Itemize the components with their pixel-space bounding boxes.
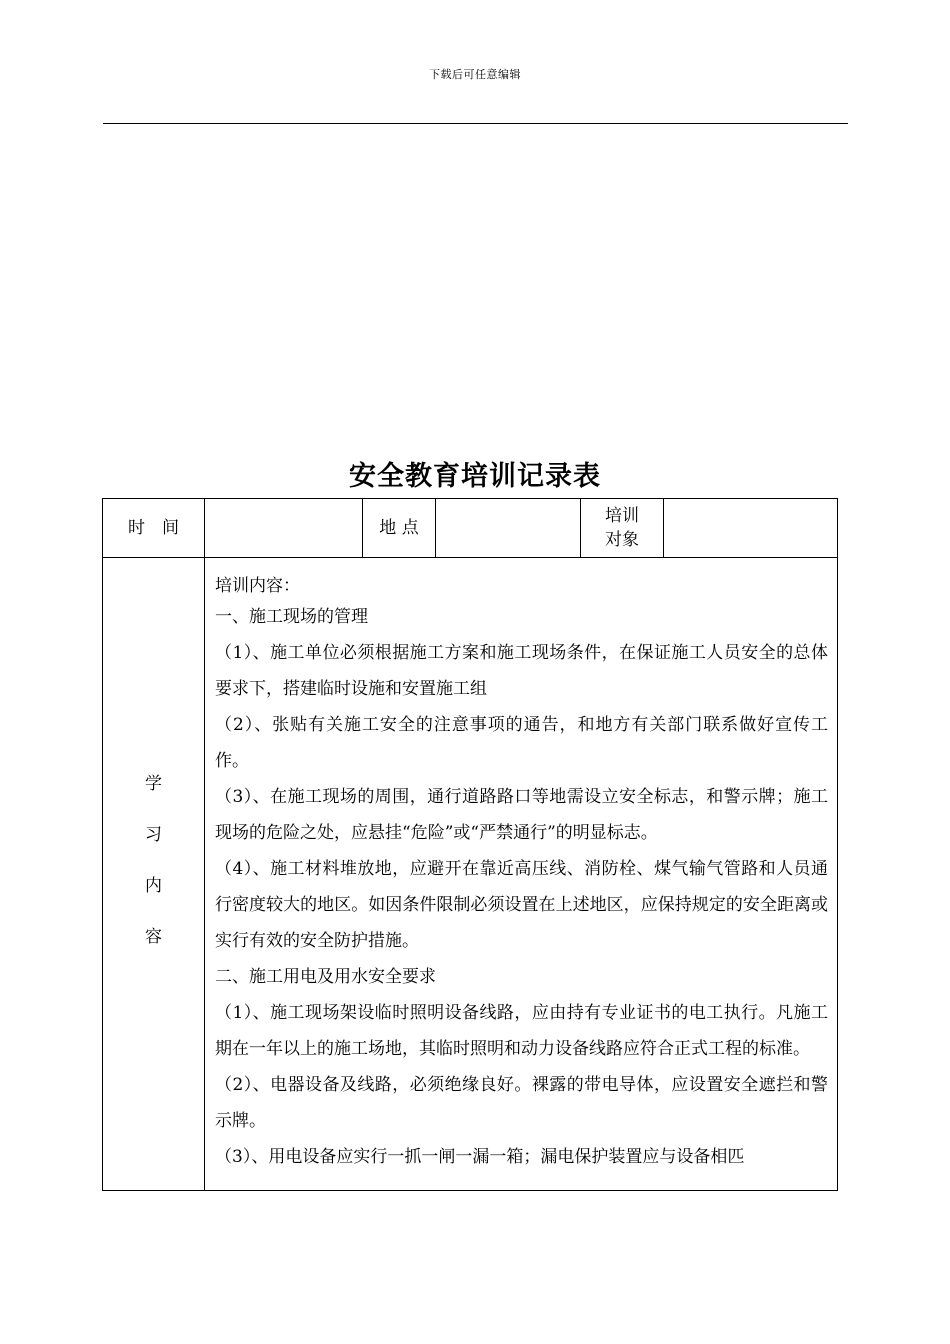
content-paragraph: （4）、施工材料堆放地，应避开在靠近高压线、消防栓、煤气输气管路和人员通行密度较大的地区。如因条件限制必须设置在上述地区，应保持规定的安全距离或实行有效的安全防护措施。 <box>215 859 828 951</box>
side-label-char: 习 <box>145 825 162 845</box>
time-label: 时 间 <box>103 499 205 558</box>
content-paragraph: （2）、张贴有关施工安全的注意事项的通告，和地方有关部门联系做好宣传工作。 <box>215 715 828 771</box>
document-title: 安全教育培训记录表 <box>349 461 601 492</box>
side-label-char: 学 <box>145 774 162 794</box>
content-paragraph: （1）、施工单位必须根据施工方案和施工现场条件，在保证施工人员安全的总体要求下，搭建临时设施和安置施工组 <box>215 643 828 699</box>
target-label-line2: 对象 <box>605 530 639 550</box>
side-label-char: 内 <box>145 876 162 896</box>
study-content-label <box>103 558 205 1191</box>
training-content-cell <box>205 558 838 1191</box>
time-value-cell[interactable] <box>205 499 363 558</box>
content-paragraph: （3）、用电设备应实行一抓一闸一漏一箱；漏电保护装置应与设备相匹 <box>215 1147 745 1167</box>
content-paragraph: 一、施工现场的管理 <box>215 607 368 627</box>
header-row <box>103 499 838 558</box>
target-label-line1: 培训 <box>605 506 639 526</box>
content-heading: 培训内容： <box>215 576 300 596</box>
content-paragraph: （1）、施工现场架设临时照明设备线路，应由持有专业证书的电工执行。凡施工期在一年以上的施工场地，其临时照明和动力设备线路应符合正式工程的标准。 <box>215 1003 828 1059</box>
content-paragraph: （3）、在施工现场的周围，通行道路路口等地需设立安全标志，和警示牌；施工现场的危险之处，应悬挂“危险”或“严禁通行”的明显标志。 <box>215 787 828 843</box>
target-label <box>581 499 664 558</box>
content-paragraph: （2）、电器设备及线路，必须绝缘良好。裸露的带电导体，应设置安全遮拦和警示牌。 <box>215 1075 828 1131</box>
place-value-cell[interactable] <box>436 499 581 558</box>
header-divider <box>103 123 848 124</box>
content-paragraph: 二、施工用电及用水安全要求 <box>215 967 436 987</box>
page-header-note: 下载后可任意编辑 <box>429 68 521 81</box>
side-label-char: 容 <box>145 927 162 947</box>
training-record-table <box>102 498 838 1191</box>
target-value-cell[interactable] <box>664 499 838 558</box>
place-label: 地 点 <box>363 499 436 558</box>
content-row <box>103 558 838 1191</box>
